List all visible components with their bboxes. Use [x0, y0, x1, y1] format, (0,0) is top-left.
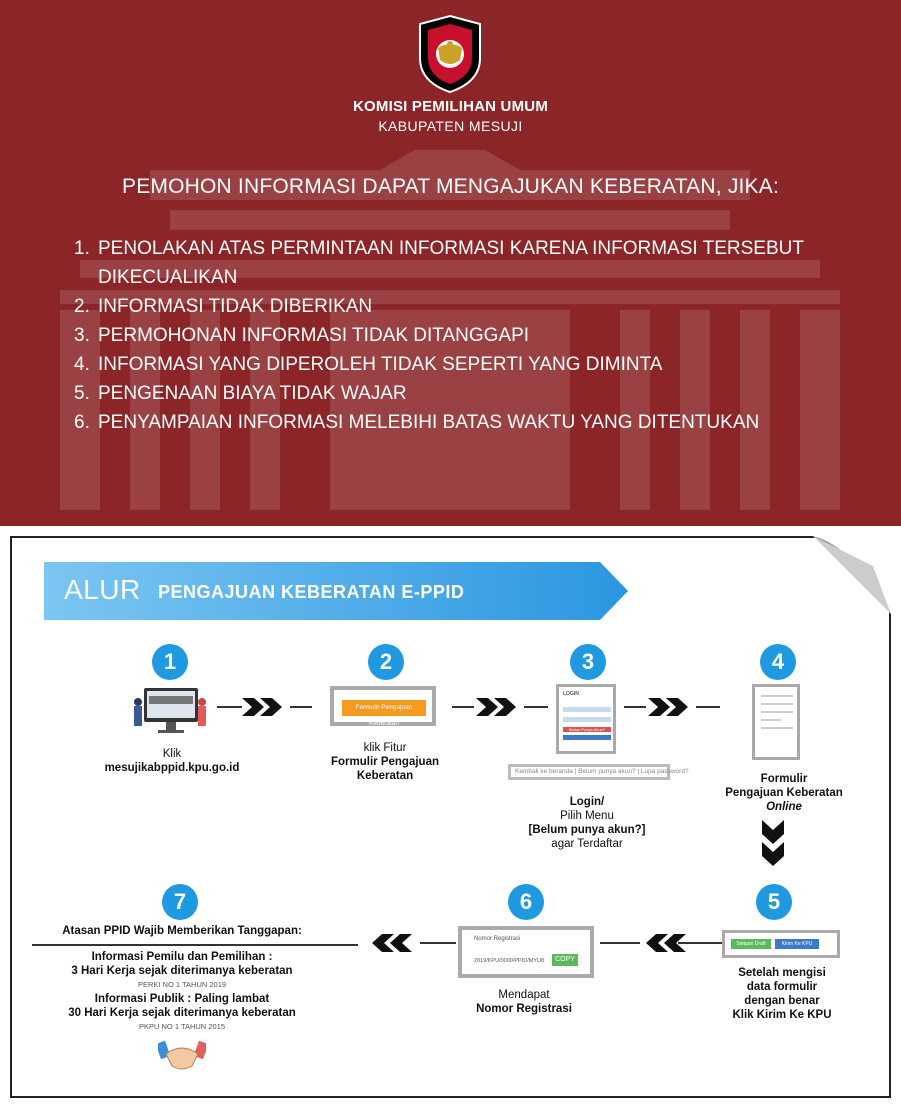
reason-text: PENGENAAN BIAYA TIDAK WAJAR [98, 383, 407, 404]
step-1-number: 1 [152, 644, 188, 680]
step-6-caption [444, 988, 604, 1016]
reason-number: 3. [74, 325, 90, 346]
step-7-b-text: 30 Hari Kerja sejak diterimanya keberatan [68, 1007, 296, 1019]
step-7-b-ref: PKPU NO 1 TAHUN 2015 [138, 1022, 225, 1031]
step-1-url: mesujikabppid.kpu.go.id [104, 762, 240, 774]
step-2-screen [330, 686, 436, 726]
password-input[interactable] [563, 717, 611, 722]
copy-button[interactable]: COPY [552, 954, 578, 966]
connector-line [600, 942, 640, 944]
chevron-right-icon [476, 698, 520, 716]
connector-line [290, 706, 312, 708]
handshake-icon [158, 1034, 206, 1074]
reason-item [74, 379, 844, 408]
reason-text: PENOLAKAN ATAS PERMINTAAN INFORMASI KARENA INFORMASI TERSEBUT DIKECUALIKAN [98, 238, 804, 288]
banner-alur: ALUR [64, 574, 141, 605]
connector-line [217, 706, 242, 708]
formulir-button[interactable]: Formulir Pengajuan Keberatan [342, 700, 426, 716]
step-5-line3: dengan benar [744, 995, 820, 1007]
reg-number: 2019/KPU/0000/PPID/MYU8 [474, 958, 545, 964]
reason-item [74, 408, 844, 437]
step-7-a-text: 3 Hari Kerja sejak diterimanya keberatan [71, 965, 293, 977]
step-7-b-title: Informasi Publik : Paling lambat [94, 993, 270, 1005]
step-5-number: 5 [756, 884, 792, 920]
kirim-ke-kpu-button[interactable]: Kirim Ke KPU [775, 939, 819, 949]
chevron-right-icon [648, 698, 692, 716]
belum-punya-akun-button[interactable]: Belum Punya Akun? [563, 727, 611, 732]
reason-number: 6. [74, 412, 90, 433]
online-form-screen [752, 684, 800, 760]
step-3-caption [494, 795, 680, 851]
reason-number: 5. [74, 383, 90, 404]
reason-text: INFORMASI YANG DIPEROLEH TIDAK SEPERTI YANG DIMINTA [98, 354, 663, 375]
step-7-a-title: Informasi Pemilu dan Pemilihan : [91, 951, 273, 963]
step-7-divider [32, 944, 358, 946]
reason-item [74, 234, 844, 292]
step-4-line1: Formulir [760, 773, 808, 785]
info-heading: PEMOHON INFORMASI DAPAT MENGAJUKAN KEBERATAN, JIKA: [121, 175, 780, 198]
reason-item [74, 292, 844, 321]
step-7-title: Atasan PPID Wajib Memberikan Tanggapan: [62, 925, 302, 937]
step-6-line1: Mendapat [498, 989, 550, 1001]
reason-text: PENYAMPAIAN INFORMASI MELEBIHI BATAS WAKTU YANG DITENTUKAN [98, 412, 760, 433]
chevron-left-icon [642, 934, 686, 952]
reason-list [74, 234, 844, 437]
step-2-number: 2 [368, 644, 404, 680]
kpu-logo [416, 14, 484, 94]
step-6-line2: Nomor Registrasi [476, 1003, 572, 1015]
step-7-a-ref: PERKI NO 1 TAHUN 2019 [137, 980, 227, 989]
step-5-line1: Setelah mengisi [738, 967, 826, 979]
registration-screen [458, 926, 594, 978]
org-subtitle: KABUPATEN MESUJI [378, 118, 523, 134]
login-title: LOGIN [563, 691, 579, 697]
step-2-line1: klik Fitur [363, 742, 407, 754]
info-panel [0, 0, 901, 526]
reason-item [74, 350, 844, 379]
step-3-line3: [Belum punya akun?] [528, 824, 646, 836]
connector-line [420, 942, 456, 944]
step-7-number: 7 [162, 884, 198, 920]
reason-item [74, 321, 844, 350]
step-4-number: 4 [760, 644, 796, 680]
step-5-line4-bold: Kirim Ke KPU [756, 1009, 832, 1021]
step-5-line4: Klik [732, 1009, 757, 1021]
chevron-left-icon [368, 934, 412, 952]
step-7-details [32, 950, 332, 1034]
step-2-caption [302, 741, 468, 783]
step-5-line2: data formulir [746, 981, 818, 993]
simpan-draft-button[interactable]: Simpan Draft [731, 939, 771, 949]
login-screen [556, 684, 616, 754]
step-4-line3: Online [766, 801, 802, 813]
reason-text: INFORMASI TIDAK DIBERIKAN [98, 296, 373, 317]
step-3-number: 3 [570, 644, 606, 680]
step-3-line1: Login/ [569, 796, 605, 808]
banner-title: PENGAJUAN KEBERATAN E-PPID [158, 582, 465, 602]
chevron-down-icon [762, 820, 784, 870]
step-1-caption [82, 747, 262, 775]
connector-line [524, 706, 548, 708]
step-5-caption [712, 966, 852, 1022]
website-illustration-icon [130, 684, 210, 740]
connector-line [452, 706, 474, 708]
reg-title: Nomor Registrasi [474, 936, 521, 942]
reason-number: 2. [74, 296, 90, 317]
step-4-caption [724, 772, 844, 814]
step-3-line2: Pilih Menu [560, 810, 614, 822]
step-1-line1: Klik [162, 748, 182, 760]
username-input[interactable] [563, 707, 611, 712]
step-4-line2: Pengajuan Keberatan [725, 787, 843, 799]
reason-number: 1. [74, 238, 90, 259]
login-button[interactable] [563, 735, 611, 740]
login-links-bar[interactable]: Kembali ke beranda | Belum punya akun? | Lupa password? [508, 764, 670, 780]
page-curl-icon [813, 536, 891, 614]
step-2-line3: Keberatan [356, 770, 414, 782]
flow-panel [10, 536, 891, 1098]
step-2-line2: Formulir Pengajuan [331, 756, 439, 768]
chevron-right-icon [242, 698, 286, 716]
step-6-number: 6 [508, 884, 544, 920]
reason-number: 4. [74, 354, 90, 375]
reason-text: PERMOHONAN INFORMASI TIDAK DITANGGAPI [98, 325, 530, 346]
org-name: KOMISI PEMILIHAN UMUM [352, 98, 549, 115]
step-3-line4: agar Terdaftar [551, 838, 623, 850]
connector-line [696, 706, 720, 708]
submit-screen [722, 930, 840, 958]
connector-line [624, 706, 646, 708]
